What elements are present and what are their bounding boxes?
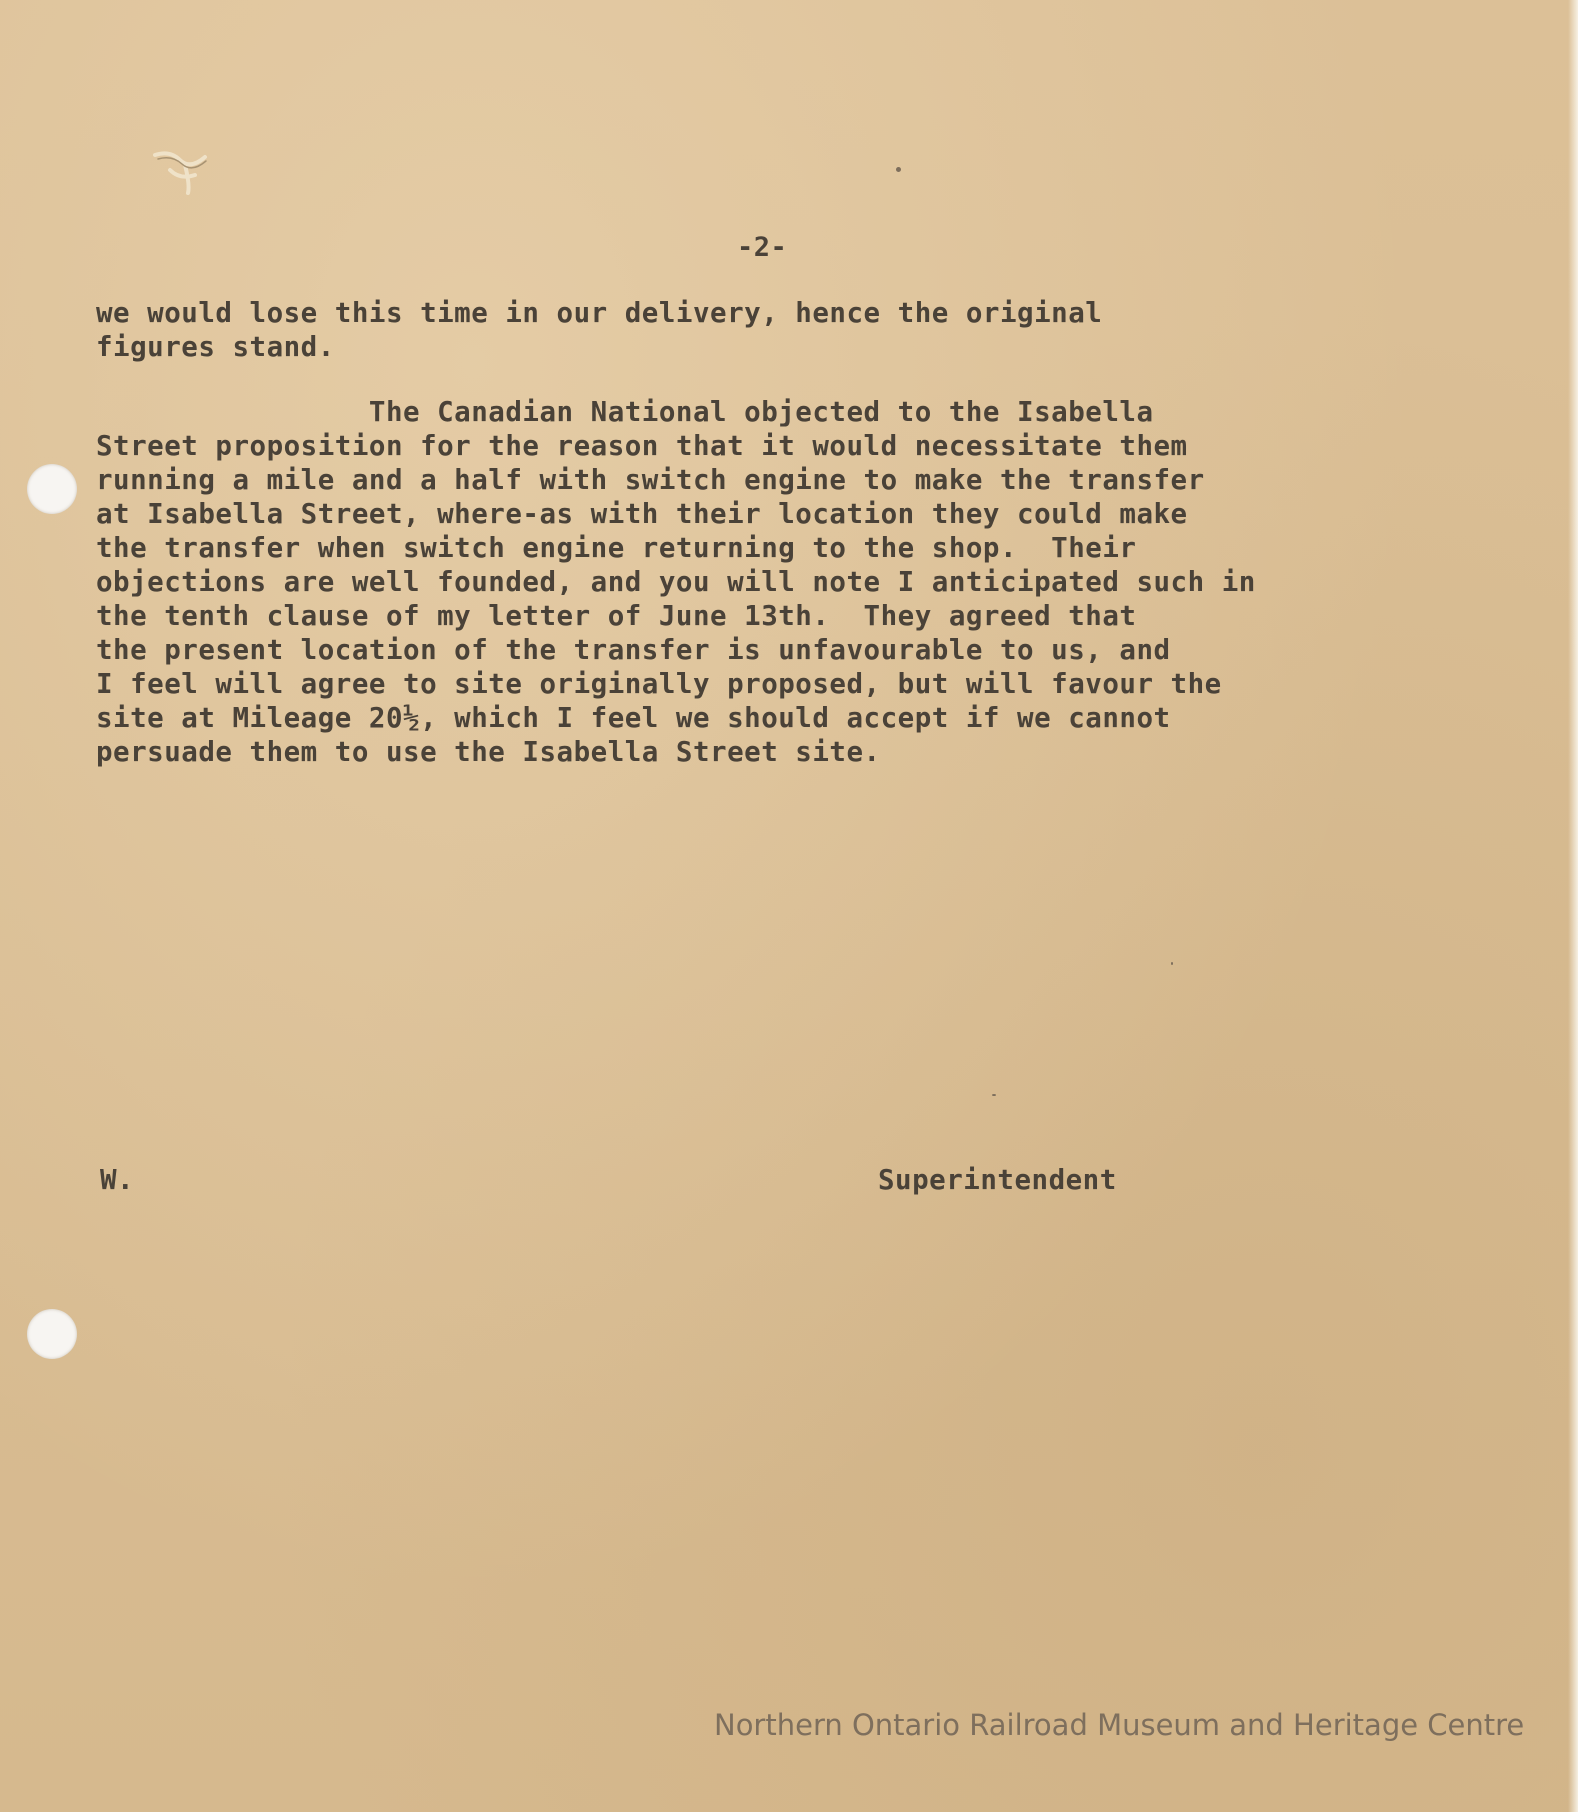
paper-edge	[1568, 0, 1578, 1812]
punch-hole-top	[27, 464, 77, 514]
archive-watermark: Northern Ontario Railroad Museum and Heritage Centre	[714, 1708, 1525, 1742]
body-paragraph-1: we would lose this time in our delivery, hence the original figures stand.	[96, 297, 1103, 363]
paper-speck	[992, 1094, 996, 1096]
punch-hole-bottom	[27, 1309, 77, 1359]
paper-crease-mark	[150, 145, 220, 195]
paper-speck	[896, 167, 901, 172]
signature-title: Superintendent	[878, 1164, 1117, 1196]
typist-initial: W.	[100, 1164, 135, 1196]
page-number: -2-	[737, 232, 788, 263]
paper-speck	[1171, 962, 1173, 965]
body-paragraph-2: The Canadian National objected to the Isabella Street proposition for the reason that it would necessitate them running a mile and a half with switch engine to make the transfer at Isabella Street, where-as with their location they could make the transfer when switch engine returning to the shop. Their objections are well founded, and you will note I anticipated such in the tenth clause of my letter of June 13th. They agreed that the present location of the transfer is unfavourable to us, and I feel will agree to site originally proposed, but will favour the site at Mileage 20½, which I feel we should accept if we cannot persuade them to use the Isabella Street site.	[96, 396, 1256, 768]
